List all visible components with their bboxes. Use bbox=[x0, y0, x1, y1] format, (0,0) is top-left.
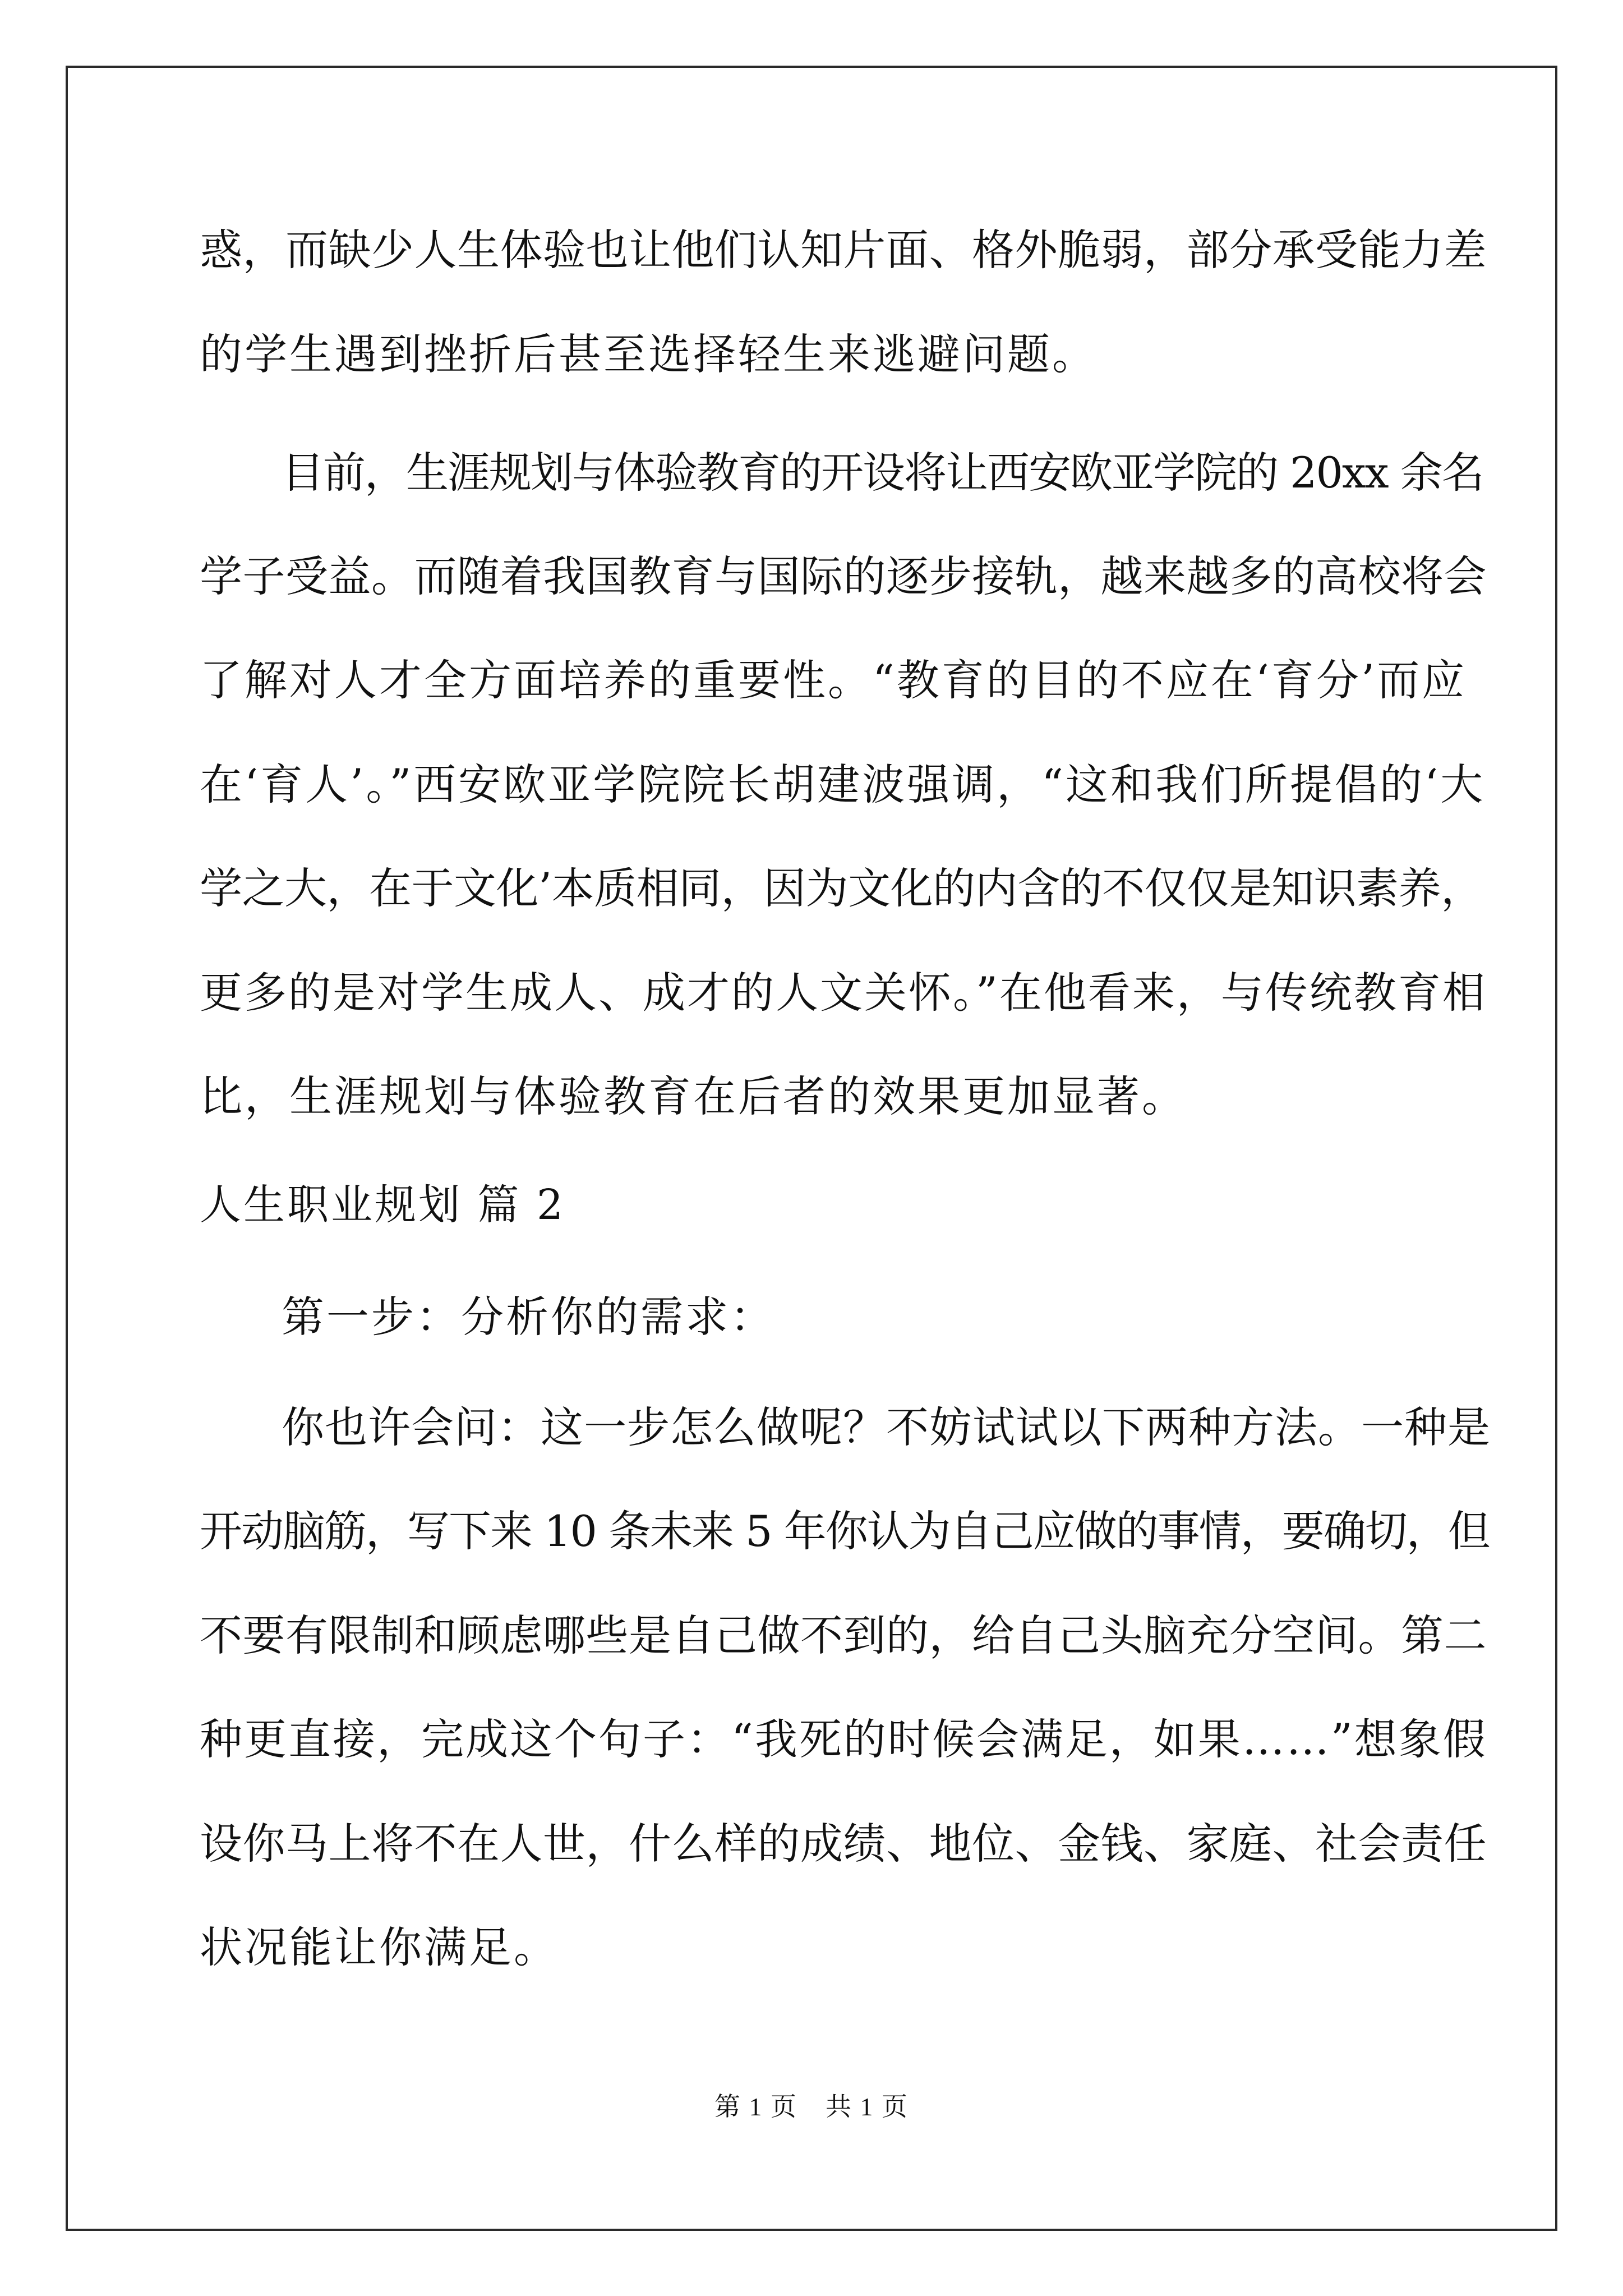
paragraph-line: 在‘育人’。”西安欧亚学院院长胡建波强调，“这和我们所提倡的‘大 bbox=[200, 760, 1486, 809]
paragraph-line: 设你马上将不在人世，什么样的成绩、地位、金钱、家庭、社会责任 bbox=[200, 1819, 1487, 1869]
page-footer bbox=[0, 2086, 1623, 2123]
paragraph-line: 你也许会问：这一步怎么做呢？不妨试试以下两种方法。一种是 bbox=[282, 1402, 1491, 1452]
paragraph-line: 目前，生涯规划与体验教育的开设将让西安欧亚学院的 20xx 余名 bbox=[282, 448, 1483, 498]
paragraph-line: 状况能让你满足。 bbox=[200, 1922, 559, 1972]
page-number: 第 1 页 bbox=[714, 2092, 797, 2121]
paragraph-line: 惑，而缺少人生体验也让他们认知片面、格外脆弱，部分承受能力差 bbox=[200, 225, 1487, 275]
paragraph-line: 更多的是对学生成人、成才的人文关怀。”在他看来，与传统教育相 bbox=[200, 968, 1487, 1018]
paragraph-line: 比，生涯规划与体验教育在后者的效果更加显著。 bbox=[200, 1071, 1187, 1121]
paragraph-line: 学之大，在于文化’本质相同，因为文化的内含的不仅仅是知识素养， bbox=[200, 863, 1483, 913]
paragraph-line: 学子受益。而随着我国教育与国际的逐步接轨，越来越多的高校将会 bbox=[200, 551, 1487, 601]
paragraph-line: 不要有限制和顾虑哪些是自己做不到的，给自己头脑充分空间。第二 bbox=[200, 1611, 1487, 1660]
page-total: 共 1 页 bbox=[826, 2092, 909, 2121]
paragraph-line: 开动脑筋，写下来 10 条未来 5 年你认为自己应做的事情，要确切，但 bbox=[200, 1506, 1490, 1556]
section-heading: 人生职业规划 篇 2 bbox=[200, 1181, 566, 1229]
paragraph-line: 种更直接，完成这个句子：“我死的时候会满足，如果……”想象假 bbox=[200, 1714, 1487, 1764]
paragraph-line: 第一步：分析你的需求： bbox=[282, 1292, 775, 1342]
paragraph-line: 了解对人才全方面培养的重要性。“教育的目的不应在‘育分’而应 bbox=[200, 655, 1467, 705]
page-border bbox=[66, 66, 1557, 2231]
paragraph-line: 的学生遇到挫折后甚至选择轻生来逃避问题。 bbox=[200, 329, 1097, 379]
